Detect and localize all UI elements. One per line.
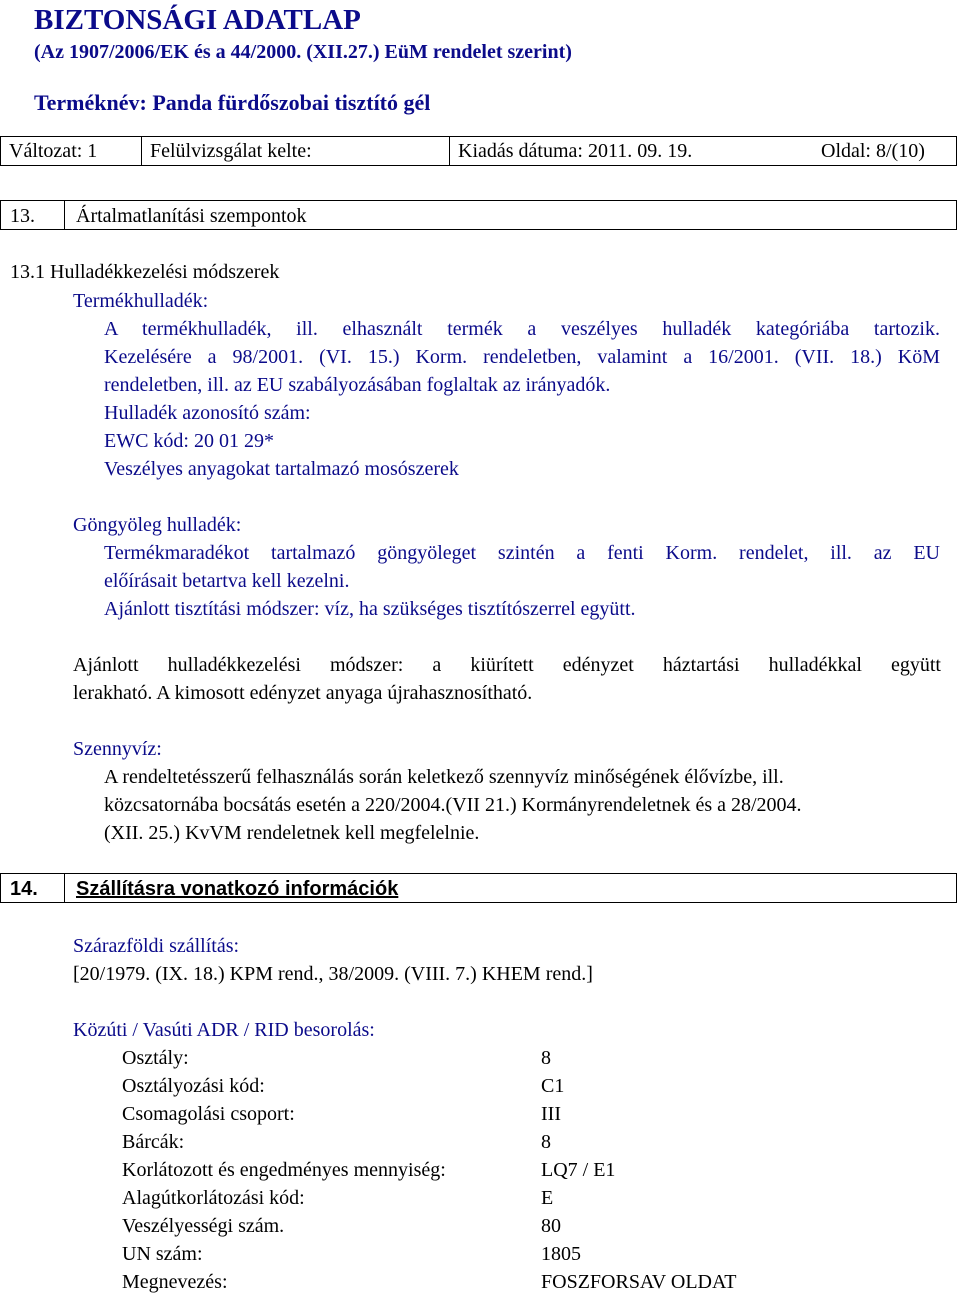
packaging-line: Ajánlott tisztítási módszer: víz, ha szükséges tisztítószerrel együtt. (104, 598, 636, 620)
adr-row-label: Osztályozási kód: (122, 1075, 265, 1097)
product-waste-line: rendeletben, ill. az EU szabályozásában foglaltak az irányadók. (104, 374, 611, 396)
ewc-code: EWC kód: 20 01 29* (104, 430, 274, 452)
section-13-heading (0, 200, 957, 230)
adr-classification-label: Közúti / Vasúti ADR / RID besorolás: (73, 1019, 375, 1041)
section-title: Ártalmatlanítási szempontok (76, 205, 307, 227)
adr-row-value: III (541, 1103, 561, 1125)
product-waste-line: Kezelésére a 98/2001. (VI. 15.) Korm. rendeletben, valamint a 16/2001. (VII. 18.) KöM (104, 346, 940, 368)
wastewater-label: Szennyvíz: (73, 738, 162, 760)
packaging-line: előírásait betartva kell kezelni. (104, 570, 350, 592)
version-cell: Változat: 1 (9, 140, 98, 162)
adr-row-label: Bárcák: (122, 1131, 185, 1153)
product-name: Terméknév: Panda fürdőszobai tisztító gél (34, 90, 431, 115)
packaging-waste-label: Göngyöleg hulladék: (73, 514, 242, 536)
land-transport-label: Szárazföldi szállítás: (73, 935, 240, 957)
subsection-heading: 13.1 Hulladékkezelési módszerek (10, 261, 280, 283)
adr-row-label: UN szám: (122, 1243, 203, 1265)
adr-row-value: E (541, 1187, 554, 1209)
adr-row-value: 8 (541, 1047, 551, 1069)
wastewater-line: (XII. 25.) KvVM rendeletnek kell megfelelnie. (104, 822, 480, 844)
recommended-method-line: Ajánlott hulladékkezelési módszer: a kiürített edényzet háztartási hulladékkal együtt (73, 654, 941, 676)
adr-row-label: Alagútkorlátozási kód: (122, 1187, 305, 1209)
wastewater-line: közcsatornába bocsátás esetén a 220/2004.(VII 21.) Kormányrendeletnek és a 28/2004. (104, 794, 802, 816)
adr-row-value: 80 (541, 1215, 561, 1237)
adr-row-label: Veszélyességi szám. (122, 1215, 285, 1237)
document-info-table (0, 136, 957, 166)
adr-row-label: Osztály: (122, 1047, 189, 1069)
issue-date-cell: Kiadás dátuma: 2011. 09. 19. (458, 140, 693, 162)
product-waste-label: Termékhulladék: (73, 290, 209, 312)
review-date-cell: Felülvizsgálat kelte: (150, 140, 312, 162)
adr-row-label: Korlátozott és engedményes mennyiség: (122, 1159, 446, 1181)
packaging-line: Termékmaradékot tartalmazó göngyöleget szintén a fenti Korm. rendelet, ill. az EU (104, 542, 940, 564)
document-title: BIZTONSÁGI ADATLAP (34, 4, 361, 36)
adr-row-value: 8 (541, 1131, 551, 1153)
land-transport-reference: [20/1979. (IX. 18.) KPM rend., 38/2009. (VIII. 7.) KHEM rend.] (73, 963, 593, 985)
adr-row-value: C1 (541, 1075, 565, 1097)
page-number-cell: Oldal: 8/(10) (821, 140, 925, 162)
ewc-description: Veszélyes anyagokat tartalmazó mosószerek (104, 458, 459, 480)
section-number: 14. (10, 878, 38, 900)
adr-row-label: Megnevezés: (122, 1271, 228, 1293)
section-14-heading (0, 873, 957, 903)
wastewater-line: A rendeltetésszerű felhasználás során keletkező szennyvíz minőségének élővízbe, ill. (104, 766, 784, 788)
product-waste-line: A termékhulladék, ill. elhasznált termék a veszélyes hulladék kategóriába tartozik. (104, 318, 940, 340)
adr-row-label: Csomagolási csoport: (122, 1103, 295, 1125)
waste-id-label: Hulladék azonosító szám: (104, 402, 311, 424)
adr-row-value: FOSZFORSAV OLDAT (541, 1271, 737, 1293)
adr-row-value: 1805 (541, 1243, 581, 1265)
recommended-method-line: lerakható. A kimosott edényzet anyaga újrahasznosítható. (73, 682, 533, 704)
adr-row-value: LQ7 / E1 (541, 1159, 616, 1181)
regulation-subtitle: (Az 1907/2006/EK és a 44/2000. (XII.27.) EüM rendelet szerint) (34, 41, 572, 63)
section-title: Szállításra vonatkozó információk (76, 878, 399, 900)
section-number: 13. (10, 205, 35, 227)
